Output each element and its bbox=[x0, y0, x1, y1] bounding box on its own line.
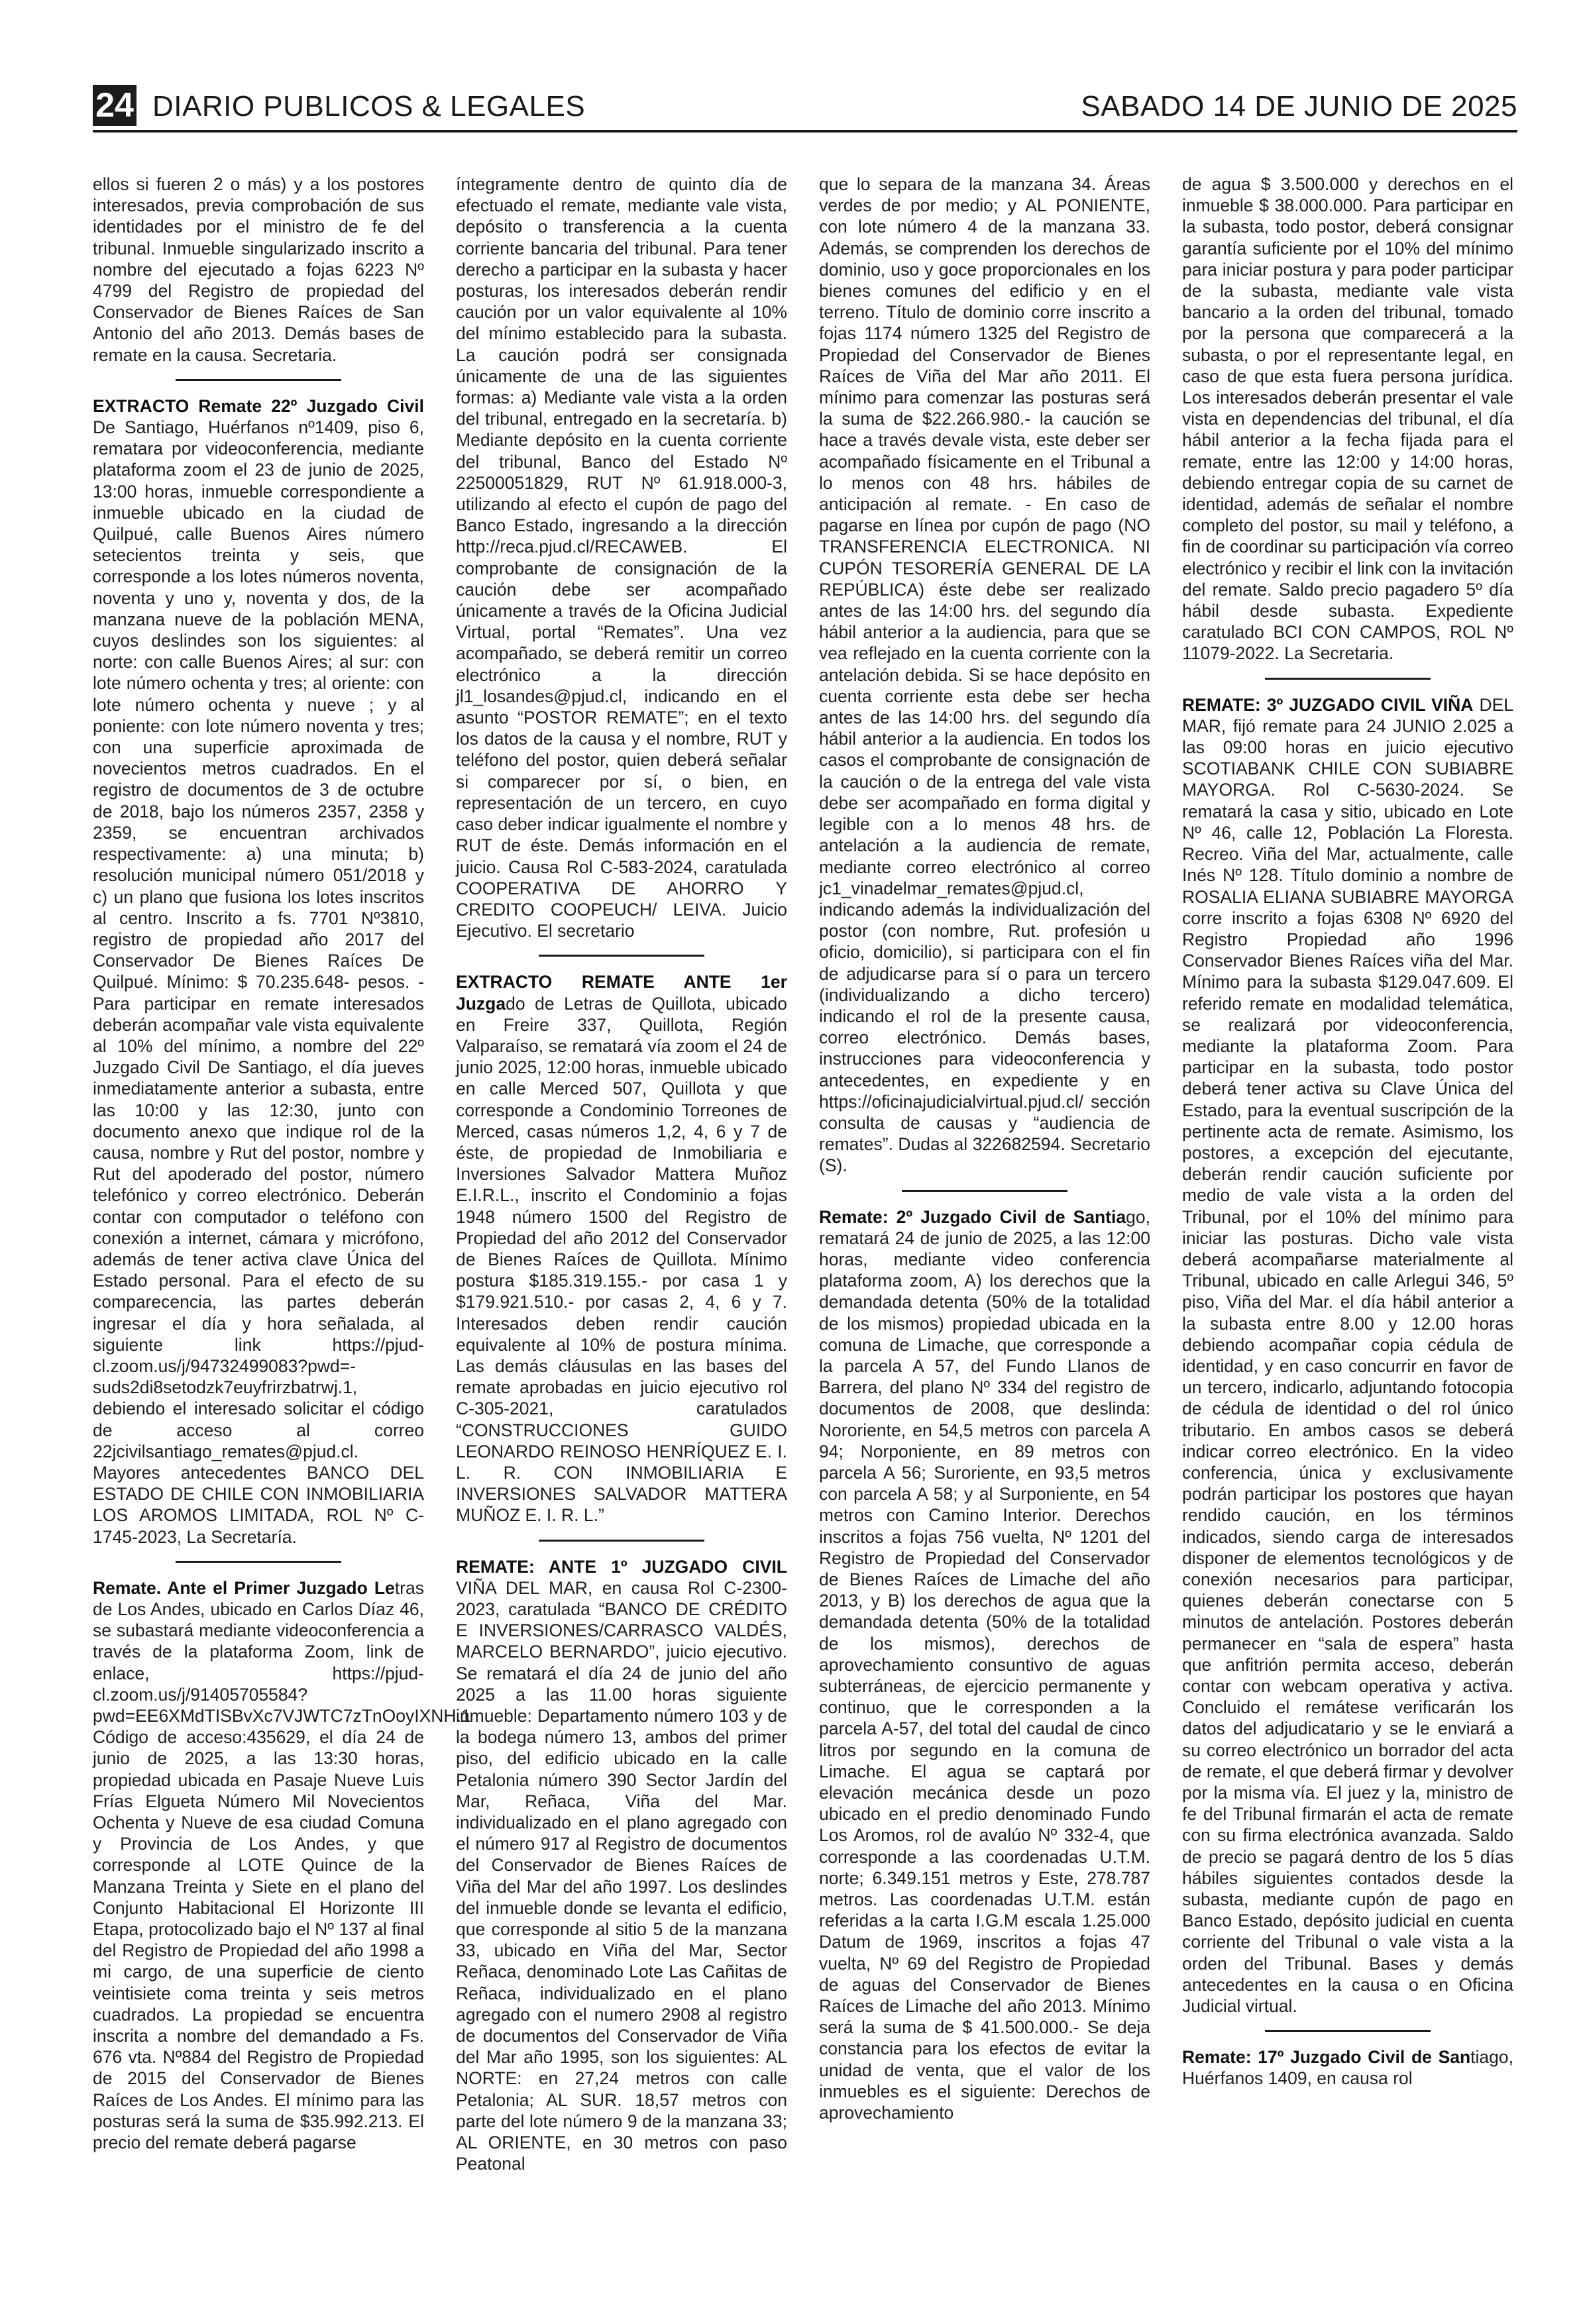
page-header bbox=[93, 85, 1517, 126]
notice-text bbox=[1182, 694, 1513, 2017]
notice-heading: Remate. Ante el Primer Juzgado Le bbox=[93, 1577, 395, 1598]
notice-text bbox=[1182, 174, 1513, 664]
notice-heading: EXTRACTO REMATE ANTE 1er Juzga bbox=[456, 972, 787, 1014]
notice-body: de agua $ 3.500.000 y derechos en el inmueble $ 38.000.000. Para participar en la subasta, todo postor, deberá consignar garantía suficiente por el 10% del mínimo para iniciar postura y para poder participar de la subasta, mediante vale vista bancario a la orden del tribunal, tomado por la persona que comparecerá a la subasta, o por el representante legal, en caso de que esta fuera persona jurídica. Los interesados deberán presentar el vale vista en dependencias del tribunal, el día hábil anterior a la fecha fijada para el remate, entre las 12:00 y 14:00 horas, debiendo entregar copia de su carnet de identidad, además de señalar el nombre completo del postor, su mail y teléfono, a fin de coordinar su participación vía correo electrónico y recibir el link con la invitación del remate. Saldo precio pagadero 5º día hábil desde subasta. Expediente caratulado BCI CON CAMPOS, ROL Nº 11079-2022. La Secretaria. bbox=[1182, 174, 1513, 664]
notice-separator bbox=[176, 1561, 341, 1563]
notice-separator bbox=[539, 1540, 704, 1542]
column-1 bbox=[93, 174, 471, 2287]
column-4 bbox=[1182, 174, 1513, 2287]
notice-body: íntegramente dentro de quinto día de efectuado el remate, mediante vale vista, depósito o transferencia a la cuenta corriente bancaria del tribunal. Para tener derecho a participar en la subasta y hacer posturas, los interesados deberán rendir caución por un valor equivalente al 10% del mínimo establecido para la subasta. La caución podrá ser consignada únicamente de una de las siguientes formas: a) Mediante vale vista a la orden del tribunal, entregado en la secretaría. b) Mediante depósito en la cuenta corriente del tribunal, Banco del Estado Nº 22500051829, RUT Nº 61.918.000-3, utilizando al efecto el cupón de pago del Banco Estado, ingresando a la dirección http://reca.pjud.cl/RECAWEB. El comprobante de consignación de la caución debe ser acompañado únicamente a través de la Oficina Judicial Virtual, portal “Remates”. Una vez acompañado, se deberá remitir un correo electrónico a la dirección jl1_losandes@pjud.cl, indicando en el asunto “POSTOR REMATE”; en el texto los datos de la causa y el nombre, RUT y teléfono del postor, quien deberá señalar si comparecer por sí, o bien, en representación de un tercero, en cuyo caso deber indicar igualmente el nombre y RUT de éste. Demás información en el juicio. Causa Rol C-583-2024, caratulada COOPERATIVA DE AHORRO Y CREDITO COOPEUCH/ LEIVA. Juicio Ejecutivo. El secretario bbox=[456, 174, 787, 941]
notice-text bbox=[456, 971, 787, 1526]
notice-text bbox=[93, 1577, 471, 2153]
notice-body: De Santiago, Huérfanos nº1409, piso 6, rematara por videoconferencia, mediante plataforma zoom el 23 de junio de 2025, 13:00 horas, inmueble correspondiente a inmueble ubicado en la ciudad de Quilpué, calle Buenos Aires número setecientos treinta y seis, que corresponde a los lotes números noventa, noventa y uno y, noventa y dos, de la manzana nueve de la población MENA, cuyos deslindes son los siguientes: al norte: con calle Buenos Aires; al sur: con lote número ochenta y tres; al oriente: con lote número ochenta y nueve ; y al poniente: con lote número noventa y tres; con una superficie aproximada de novecientos metros cuadrados. En el registro de documentos de 3 de octubre de 2018, bajo los números 2357, 2358 y 2359, se encuentran archivados respectivamente: a) una minuta; b) resolución municipal número 051/2018 y c) un plano que fusiona los lotes inscritos al centro. Inscrito a fs. 7701 Nº3810, registro de propiedad año 2017 del Conservador De Bienes Raíces De Quilpué. Mínimo: $ 70.235.648- pesos. -Para participar en remate interesados deberán acompañar vale vista equivalente al 10% del mínimo, a nombre del 22º Juzgado Civil De Santiago, el día jueves inmediatamente anterior a subasta, entre las 10:00 y las 12:30, junto con documento anexo que indique rol de la causa, nombre y Rut del postor, nombre y Rut del apoderado del postor, número telefónico y correo electrónico. Deberán contar con computador o teléfono con conexión a internet, cámara y micrófono, además de tener activa clave Única del Estado personal. Para el efecto de su comparecencia, las partes deberán ingresar el día y hora señalada, al siguiente link https://pjud-cl.zoom.us/j/94732499083?pwd=-suds2di8setodzk7euyfrirzbatrwj.1, debiendo el interesado solicitar el código de acceso al correo 22jcivilsantiago_remates@pjud.cl. Mayores antecedentes BANCO DEL ESTADO DE CHILE CON INMOBILIARIA LOS AROMOS LIMITADA, ROL Nº C-1745-2023, La Secretaría. bbox=[93, 417, 424, 1547]
column-2 bbox=[456, 174, 787, 2287]
notice-separator bbox=[539, 955, 704, 957]
notice-separator bbox=[1265, 2030, 1431, 2032]
notice-text bbox=[93, 174, 424, 366]
notice-heading: Remate: 2º Juzgado Civil de Santia bbox=[819, 1206, 1126, 1227]
notice-body: tiago, Huérfanos 1409, en causa rol bbox=[1182, 2047, 1513, 2089]
notice-separator bbox=[176, 379, 341, 381]
notice-heading: EXTRACTO Remate 22º Juzgado Civil bbox=[93, 396, 424, 416]
notice-body: go, rematará 24 de junio de 2025, a las 12:00 horas, mediante video conferencia plataforma zoom, A) los derechos que la demandada detenta (50% de la totalidad de los mismos) propiedad ubicada en la comuna de Limache, que corresponde a la parcela A 57, del Fundo Llanos de Barrera, del plano Nº 334 del registro de documentos de 2008, que deslinda: Nororiente, en 54,5 metros con parcela A 94; Norponiente, en 89 metros con parcela A 56; Suroriente, en 93,5 metros con parcela A 58; y al Surponiente, en 54 metros con Camino Interior. Derechos inscritos a fojas 756 vuelta, Nº 1201 del Registro de Propiedad del Conservador de Bienes Raíces de Limache del año 2013, y B) los derechos de agua que la demandada detenta (50% de la totalidad de los mismos), derechos de aprovechamiento consuntivo de aguas subterráneas, de ejercicio permanente y continuo, que le corresponden a la parcela A-57, del total del caudal de cinco litros por segundo en la comuna de Limache. El agua se captará por elevación mecánica desde un pozo ubicado en el predio denominado Fundo Los Aromos, rol de avalúo Nº 332-4, que corresponde a las coordenadas U.T.M. norte; 6.349.151 metros y Este, 278.787 metros. Las coordenadas U.T.M. están referidas a la carta I.G.M escala 1.25.000 Datum de 1969, inscritos a fojas 47 vuelta, Nº 69 del Registro de Propiedad de aguas del Conservador de Bienes Raíces de Limache del año 2013. Mínimo será la suma de $ 41.500.000.- Se deja constancia para los efectos de evitar la unidad de venta, que el valor de los inmuebles es el siguiente: Derechos de aprovechamiento bbox=[819, 1206, 1150, 2123]
notice-body: do de Letras de Quillota, ubicado en Freire 337, Quillota, Región Valparaíso, se rematará vía zoom el 24 de junio 2025, 12:00 horas, inmueble ubicado en calle Merced 507, Quillota y que corresponde a Condominio Torreones de Merced, casas números 1,2, 4, 6 y 7 de éste, de propiedad de Inmobiliaria e Inversiones Salvador Mattera Muñoz E.I.R.L., inscrito el Condominio a fojas 1948 número 1500 del Registro de Propiedad del año 2012 del Conservador de Bienes Raíces de Quillota. Mínimo postura $185.319.155.- por casa 1 y $179.921.510.- por casas 2, 4, 6 y 7. Interesados deben rendir caución equivalente al 10% de postura mínima. Las demás cláusulas en las bases del remate aprobadas en juicio ejecutivo rol C-305-2021, caratulados “CONSTRUCCIONES GUIDO LEONARDO REINOSO HENRÍQUEZ E. I. L. R. CON INMOBILIARIA E INVERSIONES SALVADOR MATTERA MUÑOZ E. I. R. L.” bbox=[456, 993, 787, 1526]
publication-name: DIARIO PUBLICOS & LEGALES bbox=[152, 90, 586, 123]
notice-heading: Remate: 17º Juzgado Civil de San bbox=[1182, 2047, 1471, 2068]
notice-heading: REMATE: ANTE 1º JUZGADO CIVIL bbox=[456, 1556, 787, 1577]
notice-separator bbox=[902, 1190, 1067, 1192]
notice-text bbox=[456, 174, 787, 941]
notice-body: VIÑA DEL MAR, en causa Rol C-2300-2023, caratulada “BANCO DE CRÉDITO E INVERSIONES/CARRASCO VALDÉS, MARCELO BERNARDO”, juicio ejecutivo. Se rematará el día 24 de junio del año 2025 a las 11.00 horas siguiente inmueble: Departamento número 103 y de la bodega número 13, ambos del primer piso, del edificio ubicado en la calle Petalonia número 390 Sector Jardín del Mar, Reñaca, Viña del Mar. individualizado en el plano agregado con el número 917 al Registro de documentos del Conservador de Bienes Raíces de Viña del Mar del año 1997. Los deslindes del inmueble donde se levanta el edificio, que corresponde al sitio 5 de la manzana 33, ubicado en Viña del Mar, Sector Reñaca, denominado Lote Las Cañitas de Reñaca, individualizado en el plano agregado con el numero 2908 al registro de documentos del Conservador de Viña del Mar año 1995, son los siguientes: AL NORTE: en 27,24 metros con calle Petalonia; AL SUR. 18,57 metros con parte del lote número 9 de la manzana 33; AL ORIENTE, en 30 metros con paso Peatonal bbox=[456, 1577, 787, 2174]
notice-text bbox=[819, 174, 1150, 1177]
notice-text bbox=[819, 1206, 1150, 2124]
notice-text bbox=[1182, 2046, 1513, 2089]
notice-text bbox=[456, 1556, 787, 2175]
header-rule bbox=[93, 130, 1517, 132]
notice-separator bbox=[1265, 678, 1431, 680]
publication-date: SABADO 14 DE JUNIO DE 2025 bbox=[1081, 90, 1517, 123]
notice-body: que lo separa de la manzana 34. Áreas verdes de por medio; y AL PONIENTE, con lote número 4 de la manzana 33. Además, se comprenden los derechos de dominio, uso y goce proporcionales en los bienes comunes del edificio y en el terreno. Título de dominio corre inscrito a fojas 1174 número 1325 del Registro de Propiedad del Conservador de Bienes Raíces de Viña del Mar año 2011. El mínimo para comenzar las posturas será la suma de $22.266.980.- la caución se hace a través devale vista, este deber ser acompañado físicamente en el Tribunal a lo menos con 48 hrs. hábiles de anticipación al remate. - En caso de pagarse en línea por cupón de pago (NO TRANSFERENCIA ELECTRONICA. NI CUPÓN TESORERÍA GENERAL DE LA REPÚBLICA) éste debe ser realizado antes de las 14:00 hrs. del segundo día hábil anterior a la audiencia, para que se vea reflejado en la cuenta corriente con la antelación debida. Si se hace depósito en cuenta corriente esta debe ser hecha antes de las 14:00 hrs. del segundo día hábil anterior a la audiencia. En todos los casos el comprobante de consignación de la caución o de la entrega del vale vista debe ser acompañado en forma digital y legible con a lo menos 48 hrs. de antelación a la audiencia de remate, mediante correo electrónico al correo jc1_vinadelmar_remates@pjud.cl, indicando además la individualización del postor (con nombre, Rut. profesión u oficio, domicilio), si participara con el fin de adjudicarse para sí o para un tercero (individualizando a dicho tercero) indicando el rol de la presente causa, correo electrónico. Demás bases, instrucciones para videoconferencia y antecedentes, en expediente y en https://oficinajudicialvirtual.pjud.cl/ sección consulta de causas y “audiencia de remates”. Dudas al 322682594. Secretario (S). bbox=[819, 174, 1150, 1176]
notice-body: ellos si fueren 2 o más) y a los postores interesados, previa comprobación de sus identidades por el ministro de fe del tribunal. Inmueble singularizado inscrito a nombre del ejecutado a fojas 6223 Nº 4799 del Registro de propiedad del Conservador de Bienes Raíces de San Antonio del año 2013. Demás bases de remate en la causa. Secretaria. bbox=[93, 174, 424, 365]
notice-text bbox=[93, 396, 424, 1548]
notice-body: DEL MAR, fijó remate para 24 JUNIO 2.025 a las 09:00 horas en juicio ejecutivo SCOTIABANK CHILE CON SUBIABRE MAYORGA. Rol C-5630-2024. Se rematará la casa y sitio, ubicado en Lote Nº 46, calle 12, Población La Floresta. Recreo. Viña del Mar, actualmente, calle Inés Nº 128. Título dominio a nombre de ROSALIA ELIANA SUBIABRE MAYORGA corre inscrito a fojas 6308 Nº 6920 del Registro Propiedad año 1996 Conservador Bienes Raíces viña del Mar. Mínimo para la subasta $129.047.609. El referido remate en modalidad telemática, se realizará por videoconferencia, mediante la plataforma Zoom. Para participar en la subasta, todo postor deberá tener activa su Clave Única del Estado, para la eventual suscripción de la pertinente acta de remate. Asimismo, los postores, a excepción del ejecutante, deberán rendir caución suficiente por medio de vale vista a la orden del Tribunal, por el 10% del mínimo para iniciar las posturas. Dicho vale vista deberá acompañarse materialmente al Tribunal, ubicado en calle Arlegui 346, 5º piso, Viña del Mar. el día hábil anterior a la subasta entre 8.00 y 12.00 horas debiendo acompañar copia cédula de identidad, y en caso concurrir en favor de un tercero, indicarlo, adjuntando fotocopia de cédula de identidad o del rol único tributario. En ambos casos se deberá indicar correo electrónico. En la video conferencia, única y exclusivamente podrán participar los postores que hayan rendido caución, en los términos indicados, siendo carga de interesados disponer de elementos tecnológicos y de conexión necesarios para participar, quienes deberán conectarse con 5 minutos de antelación. Postores deberán permanecer en “sala de espera” hasta que anfitrión permita acceso, deberán contar con webcam operativa y activa. Concluido el remátese verificarán los datos del adjudicatario y se le enviará a su correo electrónico un borrador del acta de remate, el que deberá firmar y devolver por la misma vía. El juez y la, ministro de fe del Tribunal firmarán el acta de remate con su firma electrónica avanzada. Saldo de precio se pagará dentro de los 5 días hábiles siguientes contados desde la subasta, mediante cupón de pago en Banco Estado, depósito judicial en cuenta corriente del Tribunal o vale vista a la orden del Tribunal. Bases y demás antecedentes en la causa o en Oficina Judicial virtual. bbox=[1182, 694, 1514, 2017]
notice-body: tras de Los Andes, ubicado en Carlos Díaz 46, se subastará mediante videoconferencia a través de la plataforma Zoom, link de enlace, https://pjud-cl.zoom.us/j/91405705584?pwd=EE6XMdTISBvXc7VJWTC7zTnOoyIXNH.1 Código de acceso:435629, el día 24 de junio de 2025, a las 13:30 horas, propiedad ubicada en Pasaje Nueve Luis Frías Elgueta Número Mil Novecientos Ochenta y Nueve de esa ciudad Comuna y Provincia de Los Andes, y que corresponde al LOTE Quince de la Manzana Treinta y Siete en el plano del Conjunto Habitacional El Horizonte III Etapa, protocolizado bajo el Nº 137 al final del Registro de Propiedad del año 1998 a mi cargo, de una superficie de ciento veintisiete coma treinta y seis metros cuadrados. La propiedad se encuentra inscrita a nombre del demandado a Fs. 676 vta. Nº884 del Registro de Propiedad de 2015 del Conservador de Bienes Raíces de Los Andes. El mínimo para las posturas será la suma de $35.992.213. El precio del remate deberá pagarse bbox=[93, 1577, 471, 2153]
page-number: 24 bbox=[93, 85, 136, 126]
notice-heading: REMATE: 3º JUZGADO CIVIL VIÑA bbox=[1182, 694, 1474, 715]
column-3 bbox=[819, 174, 1150, 2287]
